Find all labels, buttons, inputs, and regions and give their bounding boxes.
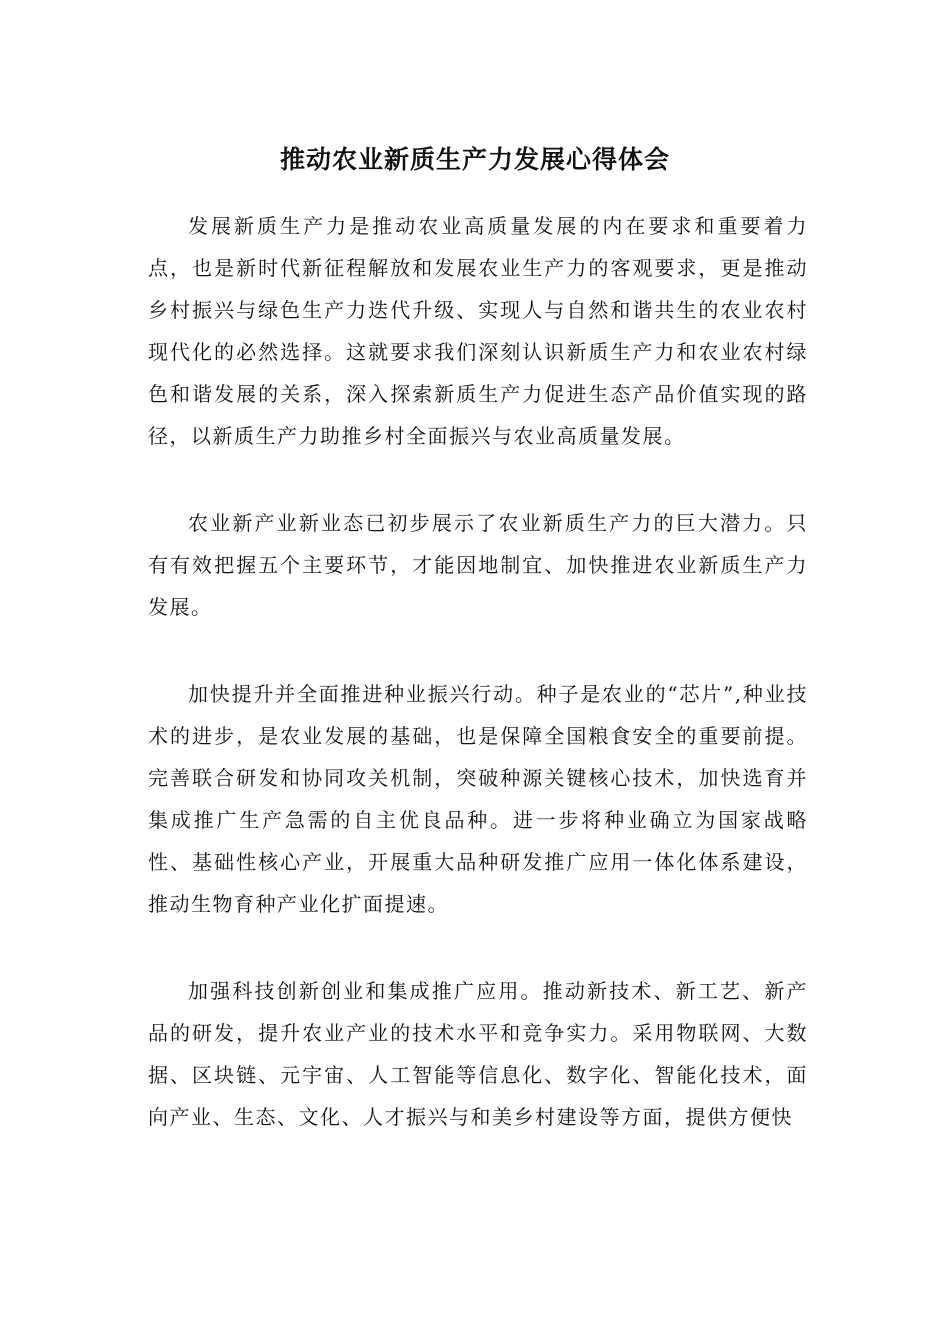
document-body [148,205,808,1183]
document-title: 推动农业新质生产力发展心得体会 [279,145,670,174]
paragraph-3: 加快提升并全面推进种业振兴行动。种子是农业的“芯片”,种业技术的进步，是农业发展的基础，也是保障全国粮食安全的重要前提。完善联合研发和协同攻关机制，突破种源关键核心技术，加快选育并集成推广生产急需的自主优良品种。进一步将种业确立为国家战略性、基础性核心产业，开展重大品种研发推广应用一体化体系建设，推动生物育种产业化扩面提速。 [148,682,808,916]
paragraph-1: 发展新质生产力是推动农业高质量发展的内在要求和重要着力点，也是新时代新征程解放和发展农业生产力的客观要求，更是推动乡村振兴与绿色生产力迭代升级、实现人与自然和谐共生的农业农村现代化的必然选择。这就要求我们深刻认识新质生产力和农业农村绿色和谐发展的关系，深入探索新质生产力促进生态产品价值实现的路径，以新质生产力助推乡村全面振兴与农业高质量发展。 [148,214,808,448]
paragraph-4: 加强科技创新创业和集成推广应用。推动新技术、新工艺、新产品的研发，提升农业产业的技术水平和竞争实力。采用物联网、大数据、区块链、元宇宙、人工智能等信息化、数字化、智能化技术，面向产业、生态、文化、人才振兴与和美乡村建设等方面，提供方便快 [148,979,808,1129]
paragraph-2: 农业新产业新业态已初步展示了农业新质生产力的巨大潜力。只有有效把握五个主要环节，才能因地制宜、加快推进农业新质生产力发展。 [148,511,808,619]
